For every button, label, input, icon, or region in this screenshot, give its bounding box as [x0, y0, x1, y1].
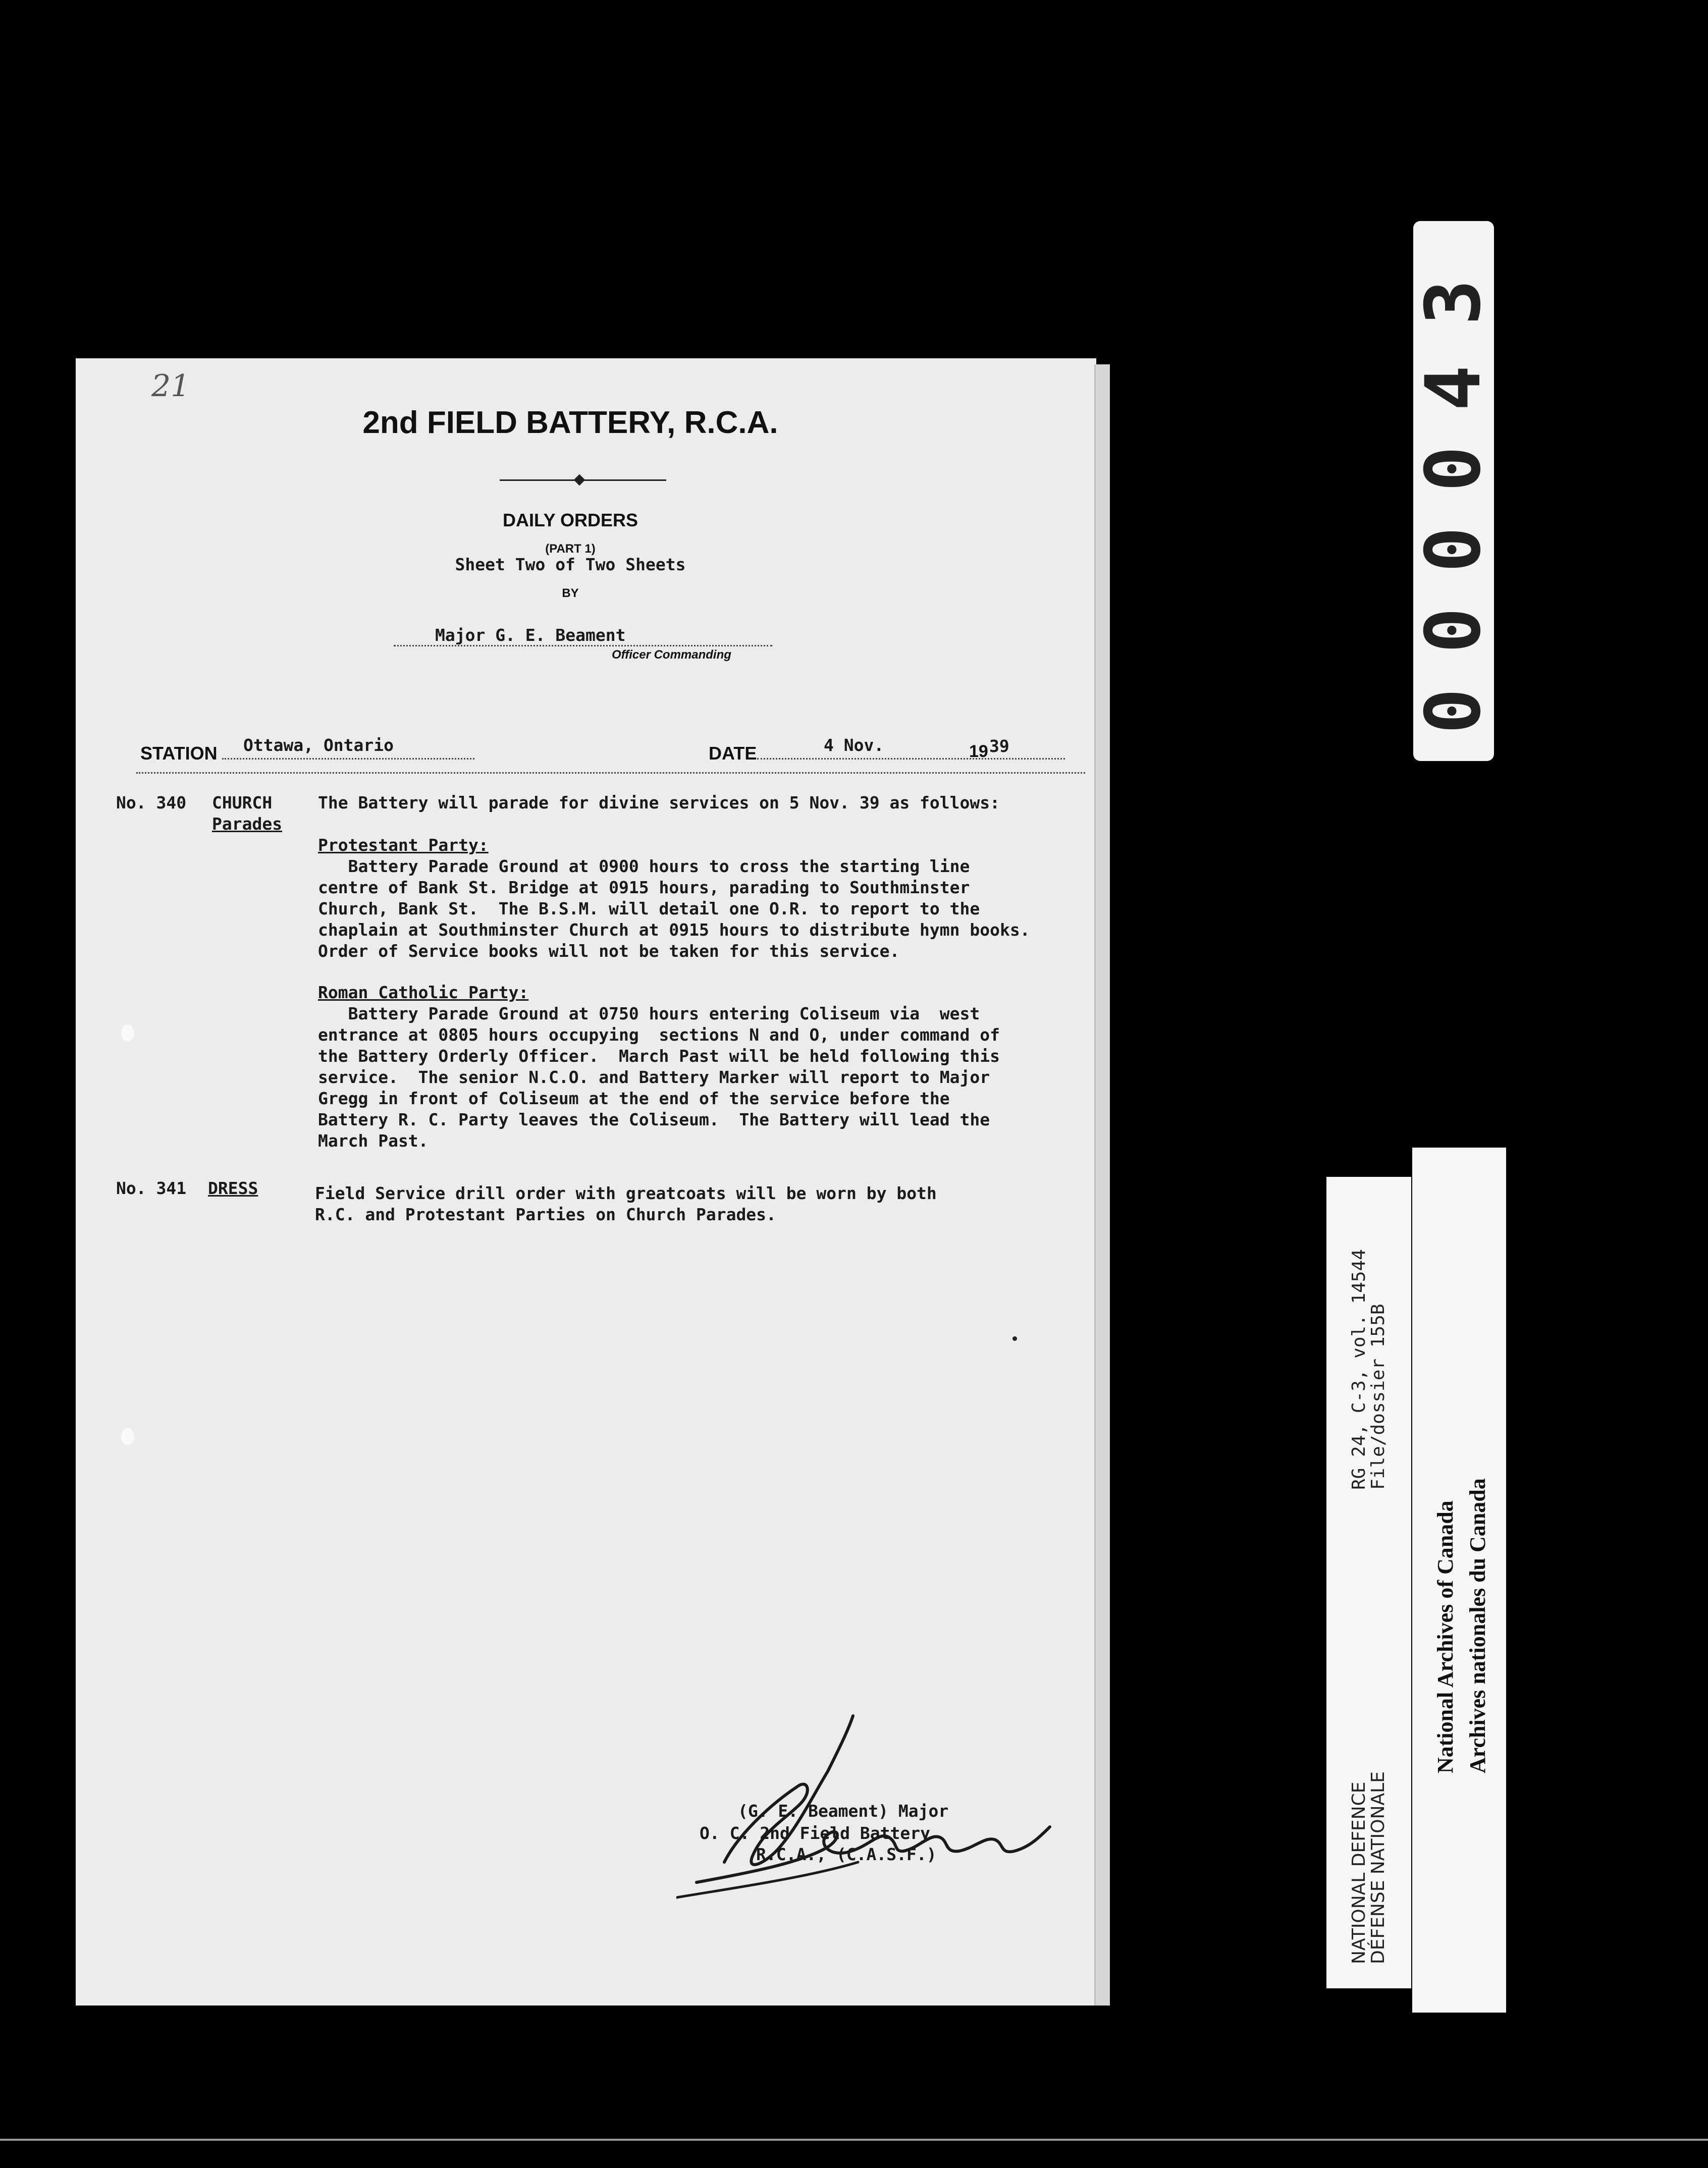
archive-file: File/dossier 155B [1368, 1304, 1389, 1490]
frame-digit: 0 [1410, 607, 1498, 654]
rc-line: the Battery Orderly Officer. March Past will be held following this [318, 1046, 1000, 1066]
department-en: NATIONAL DEFENCE [1349, 1781, 1369, 1964]
document-page [76, 358, 1096, 2006]
protestant-line: chaplain at Southminster Church at 0915 hours to distribute hymn books. [318, 920, 1030, 940]
punch-mark [121, 1024, 134, 1042]
orders-part: (PART 1) [545, 542, 596, 556]
orders-title: DAILY ORDERS [502, 510, 638, 530]
dress-line: R.C. and Protestant Parties on Church Parades. [315, 1205, 776, 1224]
station-label: STATION [140, 743, 218, 764]
unit-heading: 2nd FIELD BATTERY, R.C.A. [362, 405, 778, 440]
order-number: No. 340 [116, 793, 187, 812]
header-separator [136, 772, 1085, 774]
department-fr: DÉFENSE NATIONALE [1368, 1771, 1389, 1964]
station-value: Ottawa, Ontario [243, 735, 394, 755]
frame-digit: 4 [1410, 365, 1498, 411]
order-number: No. 341 [116, 1178, 187, 1198]
signature-name: (G. E. Beament) Major [738, 1801, 949, 1821]
frame-number-strip [1410, 221, 1498, 761]
film-edge-line [0, 2139, 1708, 2141]
year-suffix: 39 [989, 736, 1009, 756]
date-label: DATE [709, 743, 757, 764]
rc-line: Battery R. C. Party leaves the Coliseum. The Battery will lead the [318, 1110, 990, 1129]
order-intro: The Battery will parade for divine services on 5 Nov. 39 as follows: [318, 793, 1000, 812]
date-rule [757, 758, 1065, 760]
protestant-heading: Protestant Party: [318, 835, 489, 855]
protestant-line: centre of Bank St. Bridge at 0915 hours, parading to Southminster [318, 878, 970, 897]
frame-digit: 0 [1410, 688, 1498, 734]
archives-name-strip [1412, 1148, 1506, 2013]
commander-role: Officer Commanding [612, 648, 731, 662]
rc-line: March Past. [318, 1131, 429, 1151]
commander-name: Major G. E. Beament [435, 625, 626, 645]
date-value: 4 Nov. [824, 735, 884, 755]
ink-dot [1012, 1336, 1017, 1341]
rc-line: service. The senior N.C.O. and Battery Marker will report to Major [318, 1067, 990, 1087]
punch-mark [121, 1428, 134, 1445]
station-rule [222, 758, 474, 760]
corner-mark: 21 [151, 368, 190, 404]
archive-reference-strip [1326, 1177, 1411, 1988]
order-subject: DRESS [208, 1178, 258, 1198]
sheet-count: Sheet Two of Two Sheets [455, 555, 686, 574]
archives-name-en: National Archives of Canada [1433, 1500, 1458, 1773]
signature-unit: R.C.A., (C.A.S.F.) [756, 1845, 937, 1864]
frame-digit: 0 [1410, 526, 1498, 573]
ornament-diamond [574, 474, 585, 486]
protestant-line: Battery Parade Ground at 0900 hours to cross the starting line [318, 856, 970, 876]
archives-name-fr: Archives nationales du Canada [1465, 1478, 1490, 1773]
year-prefix: 19 [969, 742, 988, 761]
frame-digit: 3 [1410, 279, 1498, 326]
order-subject: CHURCH [212, 793, 273, 812]
order-subject-sub: Parades [212, 814, 283, 834]
rc-line: Gregg in front of Coliseum at the end of the service before the [318, 1089, 950, 1108]
frame-digit: 0 [1410, 446, 1498, 492]
signature-title: O. C. 2nd Field Battery [700, 1823, 930, 1843]
protestant-line: Order of Service books will not be taken for this service. [318, 941, 900, 961]
commander-rule [394, 645, 772, 646]
rc-line: Battery Parade Ground at 0750 hours entering Coliseum via west [318, 1004, 980, 1023]
by-label: BY [562, 586, 579, 600]
rc-heading: Roman Catholic Party: [318, 983, 529, 1002]
dress-line: Field Service drill order with greatcoats will be worn by both [315, 1183, 937, 1203]
rc-line: entrance at 0805 hours occupying sections N and O, under command of [318, 1025, 1000, 1045]
page-edge [1094, 364, 1110, 2006]
protestant-line: Church, Bank St. The B.S.M. will detail one O.R. to report to the [318, 899, 980, 918]
archive-reference: RG 24, C-3, vol. 14544 [1349, 1249, 1369, 1490]
